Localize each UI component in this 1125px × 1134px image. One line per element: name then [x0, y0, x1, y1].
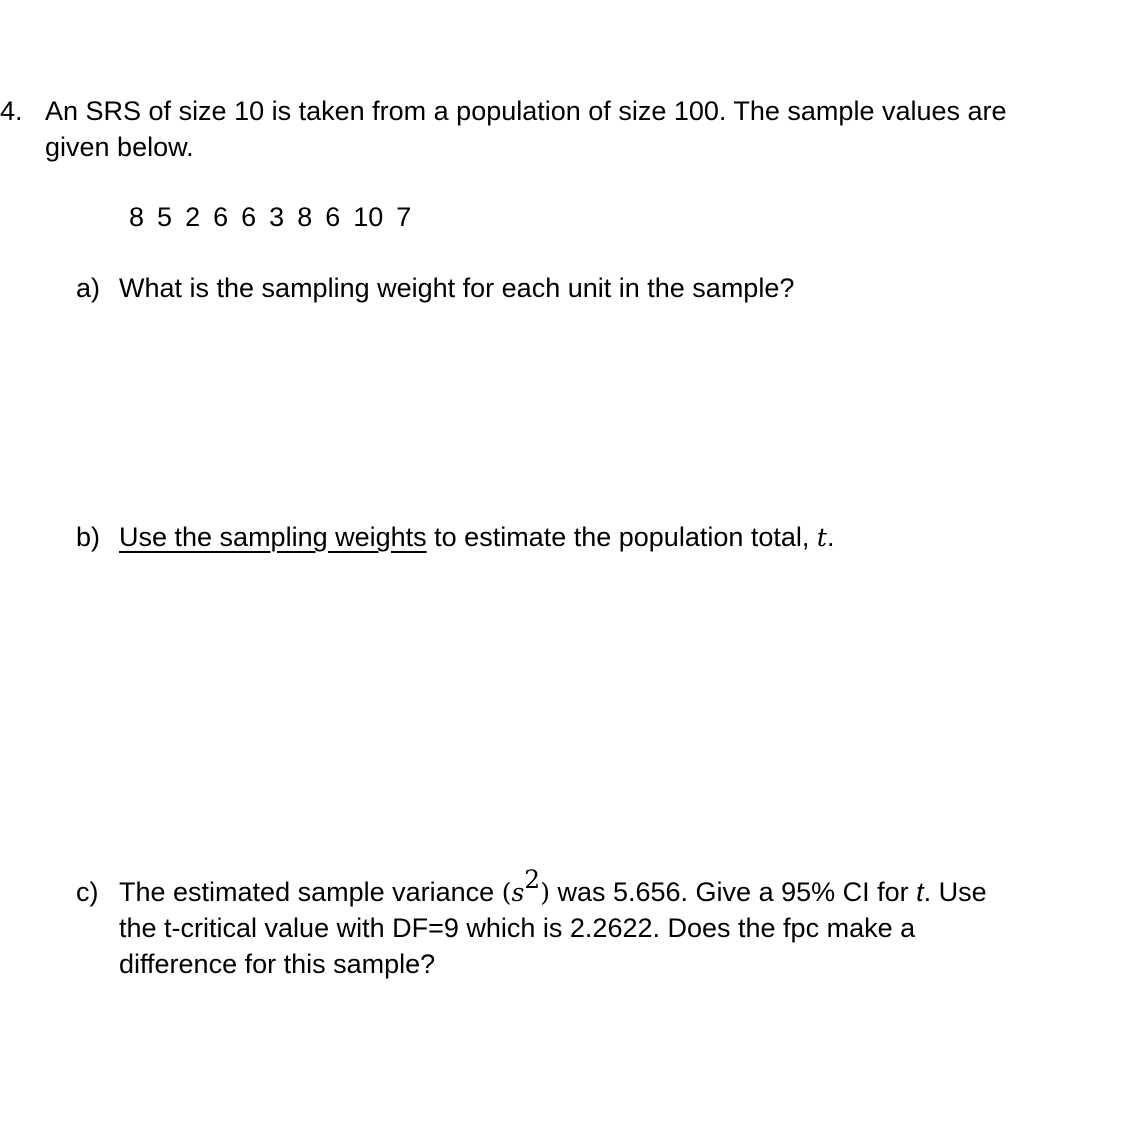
part-b-variable: t — [816, 523, 827, 552]
sample-value: 6 — [325, 202, 341, 232]
question-number: 4. — [0, 96, 23, 126]
sample-value: 6 — [213, 202, 229, 232]
part-c-pre: The estimated sample variance — [119, 877, 502, 907]
part-c-variance-var: s — [511, 878, 525, 907]
sample-value: 6 — [241, 202, 257, 232]
part-a-text: What is the sampling weight for each unit in the sample? — [119, 273, 795, 303]
part-c-label: c) — [76, 877, 99, 907]
part-a-label: a) — [76, 273, 101, 303]
sample-value: 7 — [396, 202, 412, 232]
sample-value: 3 — [269, 202, 285, 232]
part-b-text — [119, 519, 834, 556]
part-c-exponent: 2 — [524, 865, 541, 894]
sample-value: 10 — [353, 202, 384, 232]
part-b-label: b) — [76, 522, 101, 552]
sample-values — [129, 199, 424, 235]
question-line-2: given below. — [45, 132, 194, 162]
part-b-end: . — [826, 522, 835, 552]
part-c-open-paren: ( — [501, 878, 512, 907]
part-c-line-2: the t-critical value with DF=9 which is 2.2622. Does the fpc make a — [119, 913, 916, 943]
sample-value: 8 — [297, 202, 313, 232]
part-c-post: . Use — [923, 877, 987, 907]
part-c-mid: was 5.656. Give a 95% CI for — [549, 877, 917, 907]
sample-value: 5 — [157, 202, 173, 232]
part-b-underlined: Use the sampling weights — [119, 522, 427, 552]
part-c-line-1 — [119, 865, 987, 911]
part-c-line-3: difference for this sample? — [119, 949, 436, 979]
question-line-1: An SRS of size 10 is taken from a population of size 100. The sample values are — [45, 96, 1007, 126]
part-c-t: t — [916, 877, 924, 907]
part-c-close-paren: ) — [540, 878, 550, 907]
sample-value: 8 — [129, 202, 145, 232]
sample-value: 2 — [185, 202, 201, 232]
part-b-body: to estimate the population total, — [426, 522, 817, 552]
